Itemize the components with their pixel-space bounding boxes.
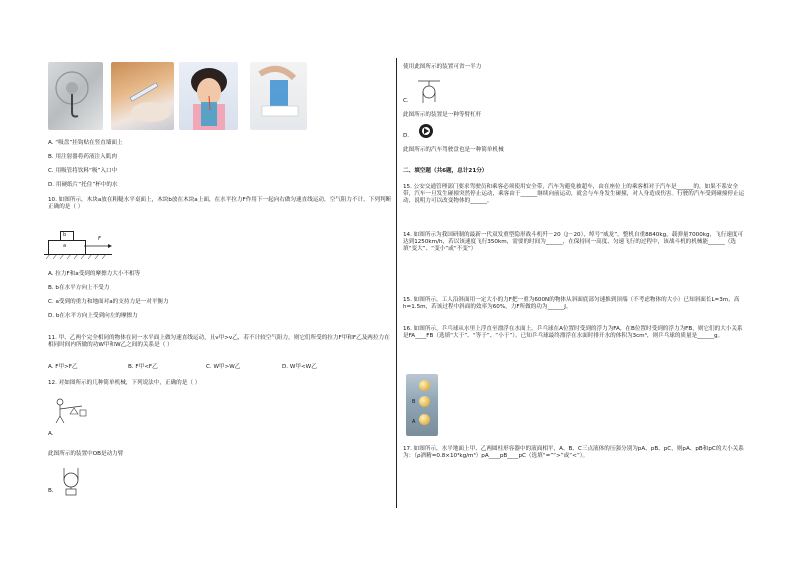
ball-b-label: B (412, 399, 416, 405)
question-12-option-a-text: 此图所示的装置中OB是动力臂 (48, 451, 124, 457)
question-11-stem: 11. 甲、乙两个完全相同的物体在同一水平面上做匀速直线运动，且v甲>v乙，若不计较空气阻力，则它们所受的拉力F甲和F乙及两拉力在相同时间内所做的功W甲和W乙之间的关系是（ ） (48, 335, 390, 348)
question-11-option-a: A. F甲>F乙 (48, 364, 78, 370)
force-f-label: F (98, 236, 101, 242)
question-12-option-a-label: A. (48, 431, 54, 437)
drinking-straw-photo (179, 62, 238, 130)
column-divider (396, 58, 397, 508)
option-a-caption: A. “吸盘”挂钩贴在竖直墙面上 (48, 140, 123, 146)
ball-b (419, 396, 430, 407)
section-title-fill-blank: 二、填空题（共6题，总计21分） (403, 168, 488, 174)
ground-hatch (44, 254, 112, 259)
question-11-option-c: C. W甲>W乙 (206, 364, 241, 370)
question-16-pingpong: 16. 如图所示，乒乓球从水里上浮直至漂浮在水面上，乒乓球在A位置时受到的浮力为FA，在B位置时受到的浮力为FB，则它们的大小关系是FA____FB（选填“大于”、“等于”、“小于”）。已知乒乓球最终漂浮在水面时排开水的体积为3cm³，则乒乓球的质量是______g。 (403, 326, 743, 339)
option-d-caption: D. 用硬纸片“托住”杯中的水 (48, 182, 118, 188)
ball-a (419, 414, 430, 425)
question-10-option-b: B. b在水平方向上不受力 (48, 285, 110, 291)
movable-pulley-figure (60, 468, 84, 496)
block-b-label: b (63, 232, 67, 238)
paper-card-cup-photo (250, 62, 307, 130)
fixed-pulley-figure (418, 80, 440, 104)
beaker-photo (406, 374, 438, 436)
option-c-caption: C. 用吸管将饮料“吸”入口中 (48, 168, 118, 174)
option-b-caption: B. 用注射器将药液注入肌肉 (48, 154, 117, 160)
question-12-option-d-text: 此图所示的汽车驾驶盘也是一种简单机械 (403, 147, 504, 153)
question-12-option-d-label: D. (403, 133, 410, 139)
question-12-stem: 12. 对如图所示的几种简单机械，下列说法中，正确的是（ ） (48, 380, 201, 386)
question-12-option-c-label: C. (403, 98, 409, 104)
question-14-fighter: 14. 如图所示为我国研制的最新一代双发重型隐形战斗机歼－20（J－20），绰号“威龙”，整机自重8840kg，载弹量7000kg，飞行速度可达到1250km/h，若以该速度飞行350km，需要的时间为______，在保持同一高度、匀速飞行的过程中，该战斗机的机械能______（选填“变大”、“变小”或“不变”） (403, 232, 744, 252)
lever-figure (52, 396, 96, 424)
force-arrow-icon (84, 243, 112, 249)
ball-a-label: A (412, 419, 416, 425)
suction-hook-photo (48, 62, 103, 130)
question-10-option-c: C. a受到的重力和地面对a的支持力是一对平衡力 (48, 299, 169, 305)
ball-top (419, 380, 430, 391)
question-10-option-d: D. b在水平方向上受到向左的摩擦力 (48, 313, 138, 319)
question-12-option-b-label: B. (48, 488, 54, 494)
block-a (48, 240, 86, 255)
question-11-option-b: B. F甲<F乙 (128, 364, 158, 370)
question-15-seatbelt: 15. 公安交通管理部门要求驾驶员和乘客必须使用安全带，汽车为避免被超车，由在座位上的乘客相对于汽车是______的，如果不系安全带，汽车一旦发生碰撞突然停止运动，乘客由于______继续向前运动，就会与车身发生碰撞，对人身造成伤害。行驶的汽车受到碰撞停止运动，说明力可以改变物体的______。 (403, 184, 745, 204)
question-12-option-b-text: 使用此图所示的装置可省一半力 (403, 64, 482, 70)
question-10-option-a: A. 拉力F和a受到的摩擦力大小不相等 (48, 271, 141, 277)
question-11-option-d: D. W甲<W乙 (282, 364, 317, 370)
block-a-label: a (63, 243, 67, 249)
question-17-pressure: 17. 如图所示，水平地面上甲、乙两圆柱形容器中的液面相平，A、B、C三点液体的压强分别为pA、pB、pC，则pA、pB和pC的大小关系为：（ρ酒精=0.8×10³kg/m³）pA____pB____pC（选填“=”“>”或“<”）。 (403, 446, 744, 459)
steering-wheel-icon (418, 123, 434, 139)
question-12-option-c-text: 此图所示的装置是一种等臂杠杆 (403, 112, 482, 118)
injection-photo (111, 62, 174, 130)
question-10-stem: 10. 如图所示，木块a放在粗糙水平桌面上，木块b放在木块a上面，在水平拉力F作用下一起向右做匀速直线运动，空气阻力不计，下列判断正确的是（ ） (48, 197, 392, 210)
question-15-incline: 15. 如图所示，工人沿斜面用一定大小的力F把一重为600N的物体从斜面底部匀速推到顶端（不考虑物体的大小）已知斜面长L=3m，高h=1.5m，若该过程中斜面的效率为60%，力F所做的功为______J。 (403, 297, 740, 310)
